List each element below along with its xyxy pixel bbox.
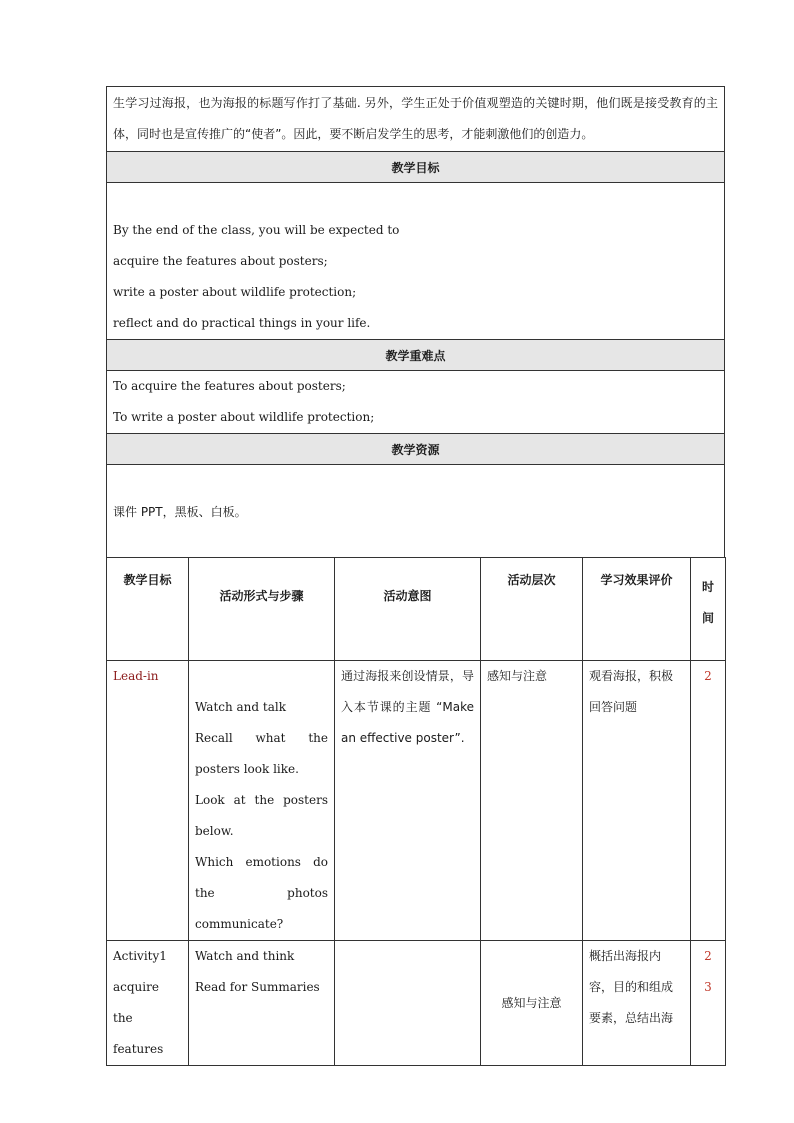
level-cell: 感知与注意 [481, 661, 583, 941]
activity-table [106, 557, 726, 1066]
step-line: Recall what the posters look like. [195, 731, 328, 776]
resources-content: 课件 PPT，黑板、白板。 [107, 465, 725, 558]
col-header-evaluation: 学习效果评价 [583, 558, 691, 661]
objective-line: By the end of the class, you will be expected to [113, 223, 400, 237]
step-line: Watch and think [195, 949, 295, 963]
objectives-content [107, 183, 725, 340]
col-header-goal: 教学目标 [107, 558, 189, 661]
step-line: Read for Summaries [195, 980, 320, 994]
col-header-level: 活动层次 [481, 558, 583, 661]
time-cell: 2 [691, 661, 726, 941]
goal-cell-activity1: Activity1 acquire the features [107, 941, 189, 1066]
time-cell [691, 941, 726, 1066]
goal-cell-lead-in: Lead-in [107, 661, 189, 941]
key-points-content [107, 371, 725, 434]
key-point-line: To acquire the features about posters; [113, 379, 346, 393]
objective-line: acquire the features about posters; [113, 254, 328, 268]
table-row [107, 661, 726, 941]
evaluation-cell: 概括出海报内容，目的和组成要素，总结出海 [583, 941, 691, 1066]
level-cell: 感知与注意 [481, 941, 583, 1066]
steps-cell [189, 661, 335, 941]
step-line: Watch and talk [195, 700, 286, 714]
intent-cell: 通过海报来创设情景，导入本节课的主题 “Make an effective poster”. [335, 661, 481, 941]
objective-line: reflect and do practical things in your life. [113, 316, 371, 330]
intent-cell [335, 941, 481, 1066]
lesson-plan-table [106, 86, 725, 558]
intro-paragraph: 生学习过海报，也为海报的标题写作打了基础. 另外，学生正处于价值观塑造的关键时期，他们既是接受教育的主体，同时也是宣传推广的“使者”。因此，要不断启发学生的思考，才能刺激他们的创造力。 [107, 87, 725, 152]
time-header-char: 时 [701, 580, 714, 594]
time-header-char: 间 [701, 611, 714, 625]
key-point-line: To write a poster about wildlife protection; [113, 410, 375, 424]
col-header-steps: 活动形式与步骤 [189, 558, 335, 661]
steps-cell [189, 941, 335, 1066]
table-row [107, 941, 726, 1066]
objectives-heading: 教学目标 [107, 152, 725, 183]
time-digit: 3 [704, 980, 712, 994]
evaluation-cell: 观看海报，积极回答问题 [583, 661, 691, 941]
key-points-heading: 教学重难点 [107, 340, 725, 371]
step-line: Which emotions do the photos communicate? [195, 855, 328, 931]
resources-heading: 教学资源 [107, 434, 725, 465]
objective-line: write a poster about wildlife protection; [113, 285, 357, 299]
col-header-time [691, 558, 726, 661]
col-header-intent: 活动意图 [335, 558, 481, 661]
step-line: Look at the posters below. [195, 793, 328, 838]
lesson-plan-document [106, 86, 725, 1066]
time-digit: 2 [704, 949, 712, 963]
